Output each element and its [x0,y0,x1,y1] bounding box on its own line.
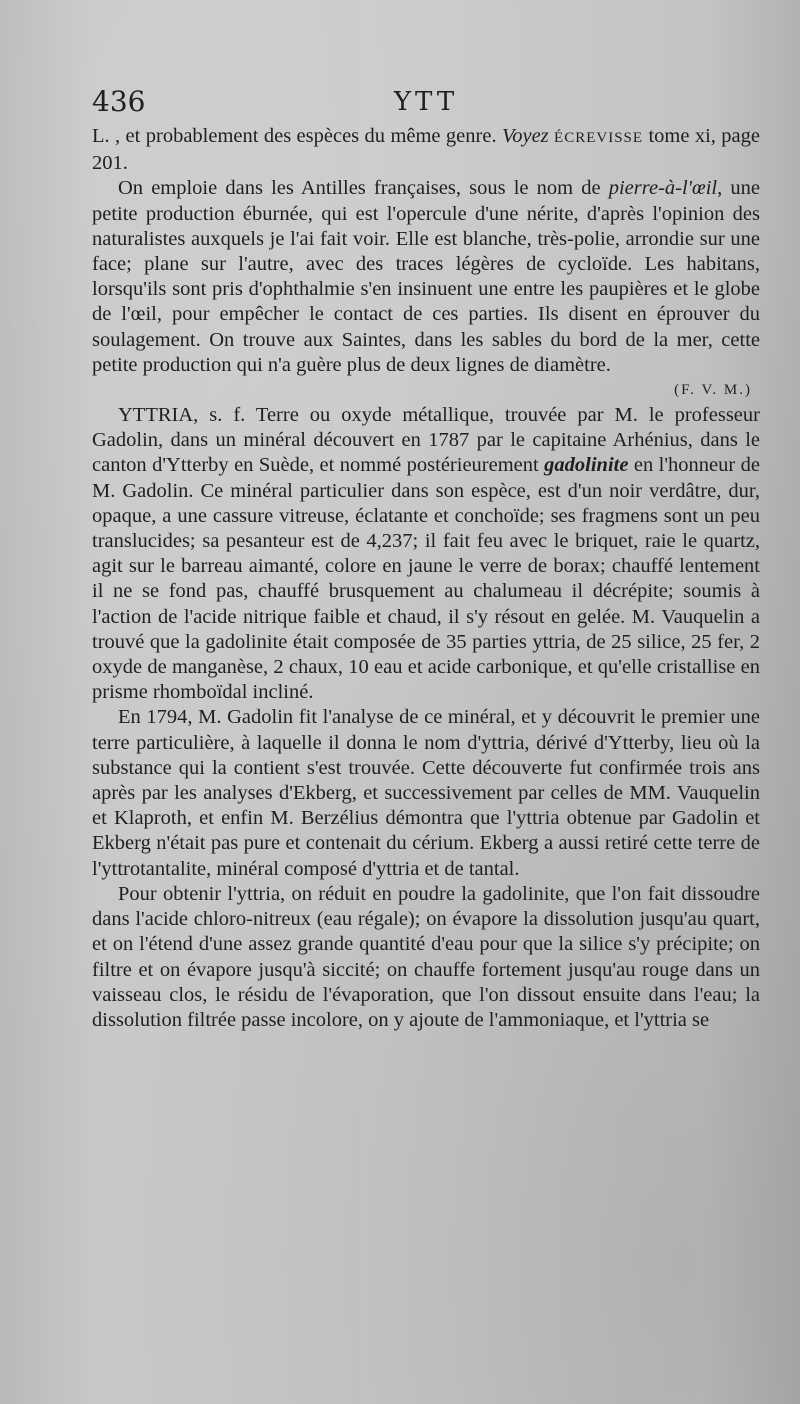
cross-reference-voyez: Voyez [501,125,549,147]
paragraph-preparation: Pour obtenir l'yttria, on réduit en poudre la gadolinite, que l'on fait dissoudre dans l'acide chloro-nitreux (eau régale); on évapore la dissolution jusqu'au quart, et on l'étend d'une assez grande quantité d'eau pour que la silice s'y précipite; on filtre et on évapore jusqu'à siccité; on chauffe fortement jusqu'au rouge dans un vaisseau clos, le résidu de l'évaporation, que l'on dissout ensuite dans l'eau; la dissolution filtrée passe incolore, on y ajoute de l'ammoniaque, et l'yttria se [92,882,760,1031]
paragraph-text: On emploie dans les Antilles françaises, sous le nom de [118,177,609,200]
entry-yttria [92,403,760,705]
paragraph-history: En 1794, M. Gadolin fit l'analyse de ce minéral, et y découvrit le premier une terre particulière, à laquelle il donna le nom d'yttria, dérivé d'Ytterby, lieu où la substance qui la contient s'est trouvée. Cette découverte fut confirmée trois ans après par les analyses d'Ekberg, et successivement par celles de MM. Vauquelin et Klaproth, et enfin M. Berzélius démontra que l'yttria obtenue par Gadolin et Ekberg n'était pas pure et contenait du cérium. Ekberg a aussi retiré cette terre de l'yttrotantalite, minéral composé d'yttria et de tantal. [92,706,760,880]
paragraph-text: , s. f. Terre ou oxyde métallique, trouvée par M. le professeur Gadolin, dans un minéral découvert en 1787 par le capitaine Arhénius, dans le canton d'Ytterby en Suède, et nommé postérieurement [92,404,760,477]
paragraph-ecrevisse-end [92,124,760,176]
paragraph-pierre-a-l-oeil [92,176,760,378]
entry-headword: YTTRIA [118,404,194,427]
paragraph-text: tome xi, page 201. [92,125,760,175]
italic-term: pierre-à-l'œil [608,177,718,200]
running-head: YTT [393,87,459,117]
paragraph-text: , une petite production éburnée, qui est l'opercule d'une nérite, d'après l'opinion des naturalistes auxquels je l'ai fait voir. Elle est blanche, très-polie, arrondie sur une face; plane sur l'autre, avec des traces légères de cycloïde. Les habitans, lorsqu'ils sont pris d'ophthalmie s'en insinuent une entre les paupières et le globe de l'œil, pour empêcher le contact de ces parties. Ils disent en éprouver du soulagement. On trouve aux Saintes, dans les sables du bord de la mer, cette petite production qui n'a guère plus de deux lignes de diamètre. [92,177,760,376]
cross-reference-entry: ÉCREVISSE [554,130,644,146]
author-signature: (F. V. M.) [674,382,752,399]
page-number: 436 [92,85,146,118]
paragraph-text: en l'honneur de M. Gadolin. Ce minéral particulier dans son espèce, est d'un noir verdâtre, dur, opaque, a une cassure vitreuse, éclatante et conchoïde; ses fragmens sont un peu translucides; sa pesanteur est de 4,237; il fait feu avec le briquet, raie le quartz, agit sur le barreau aimanté, colore en jaune le verre de borax; chauffé lentement il ne se fond pas, chauffé brusquement au chalumeau il décrépite; soumis à l'action de l'acide nitrique faible et chaud, il s'y résout en gelée. M. Vauquelin a trouvé que la gadolinite était composée de 35 parties yttria, de 25 silice, 25 fer, 2 oxyde de manganèse, 2 chaux, 10 eau et acide carbonique, et qu'elle cristallise en prisme rhomboïdal incliné. [92,454,761,704]
italic-term: gadolinite [544,454,629,477]
page-header [92,86,760,118]
paragraph-text: L. , et probablement des espèces du même genre. [92,125,502,147]
body-text [92,124,760,1033]
